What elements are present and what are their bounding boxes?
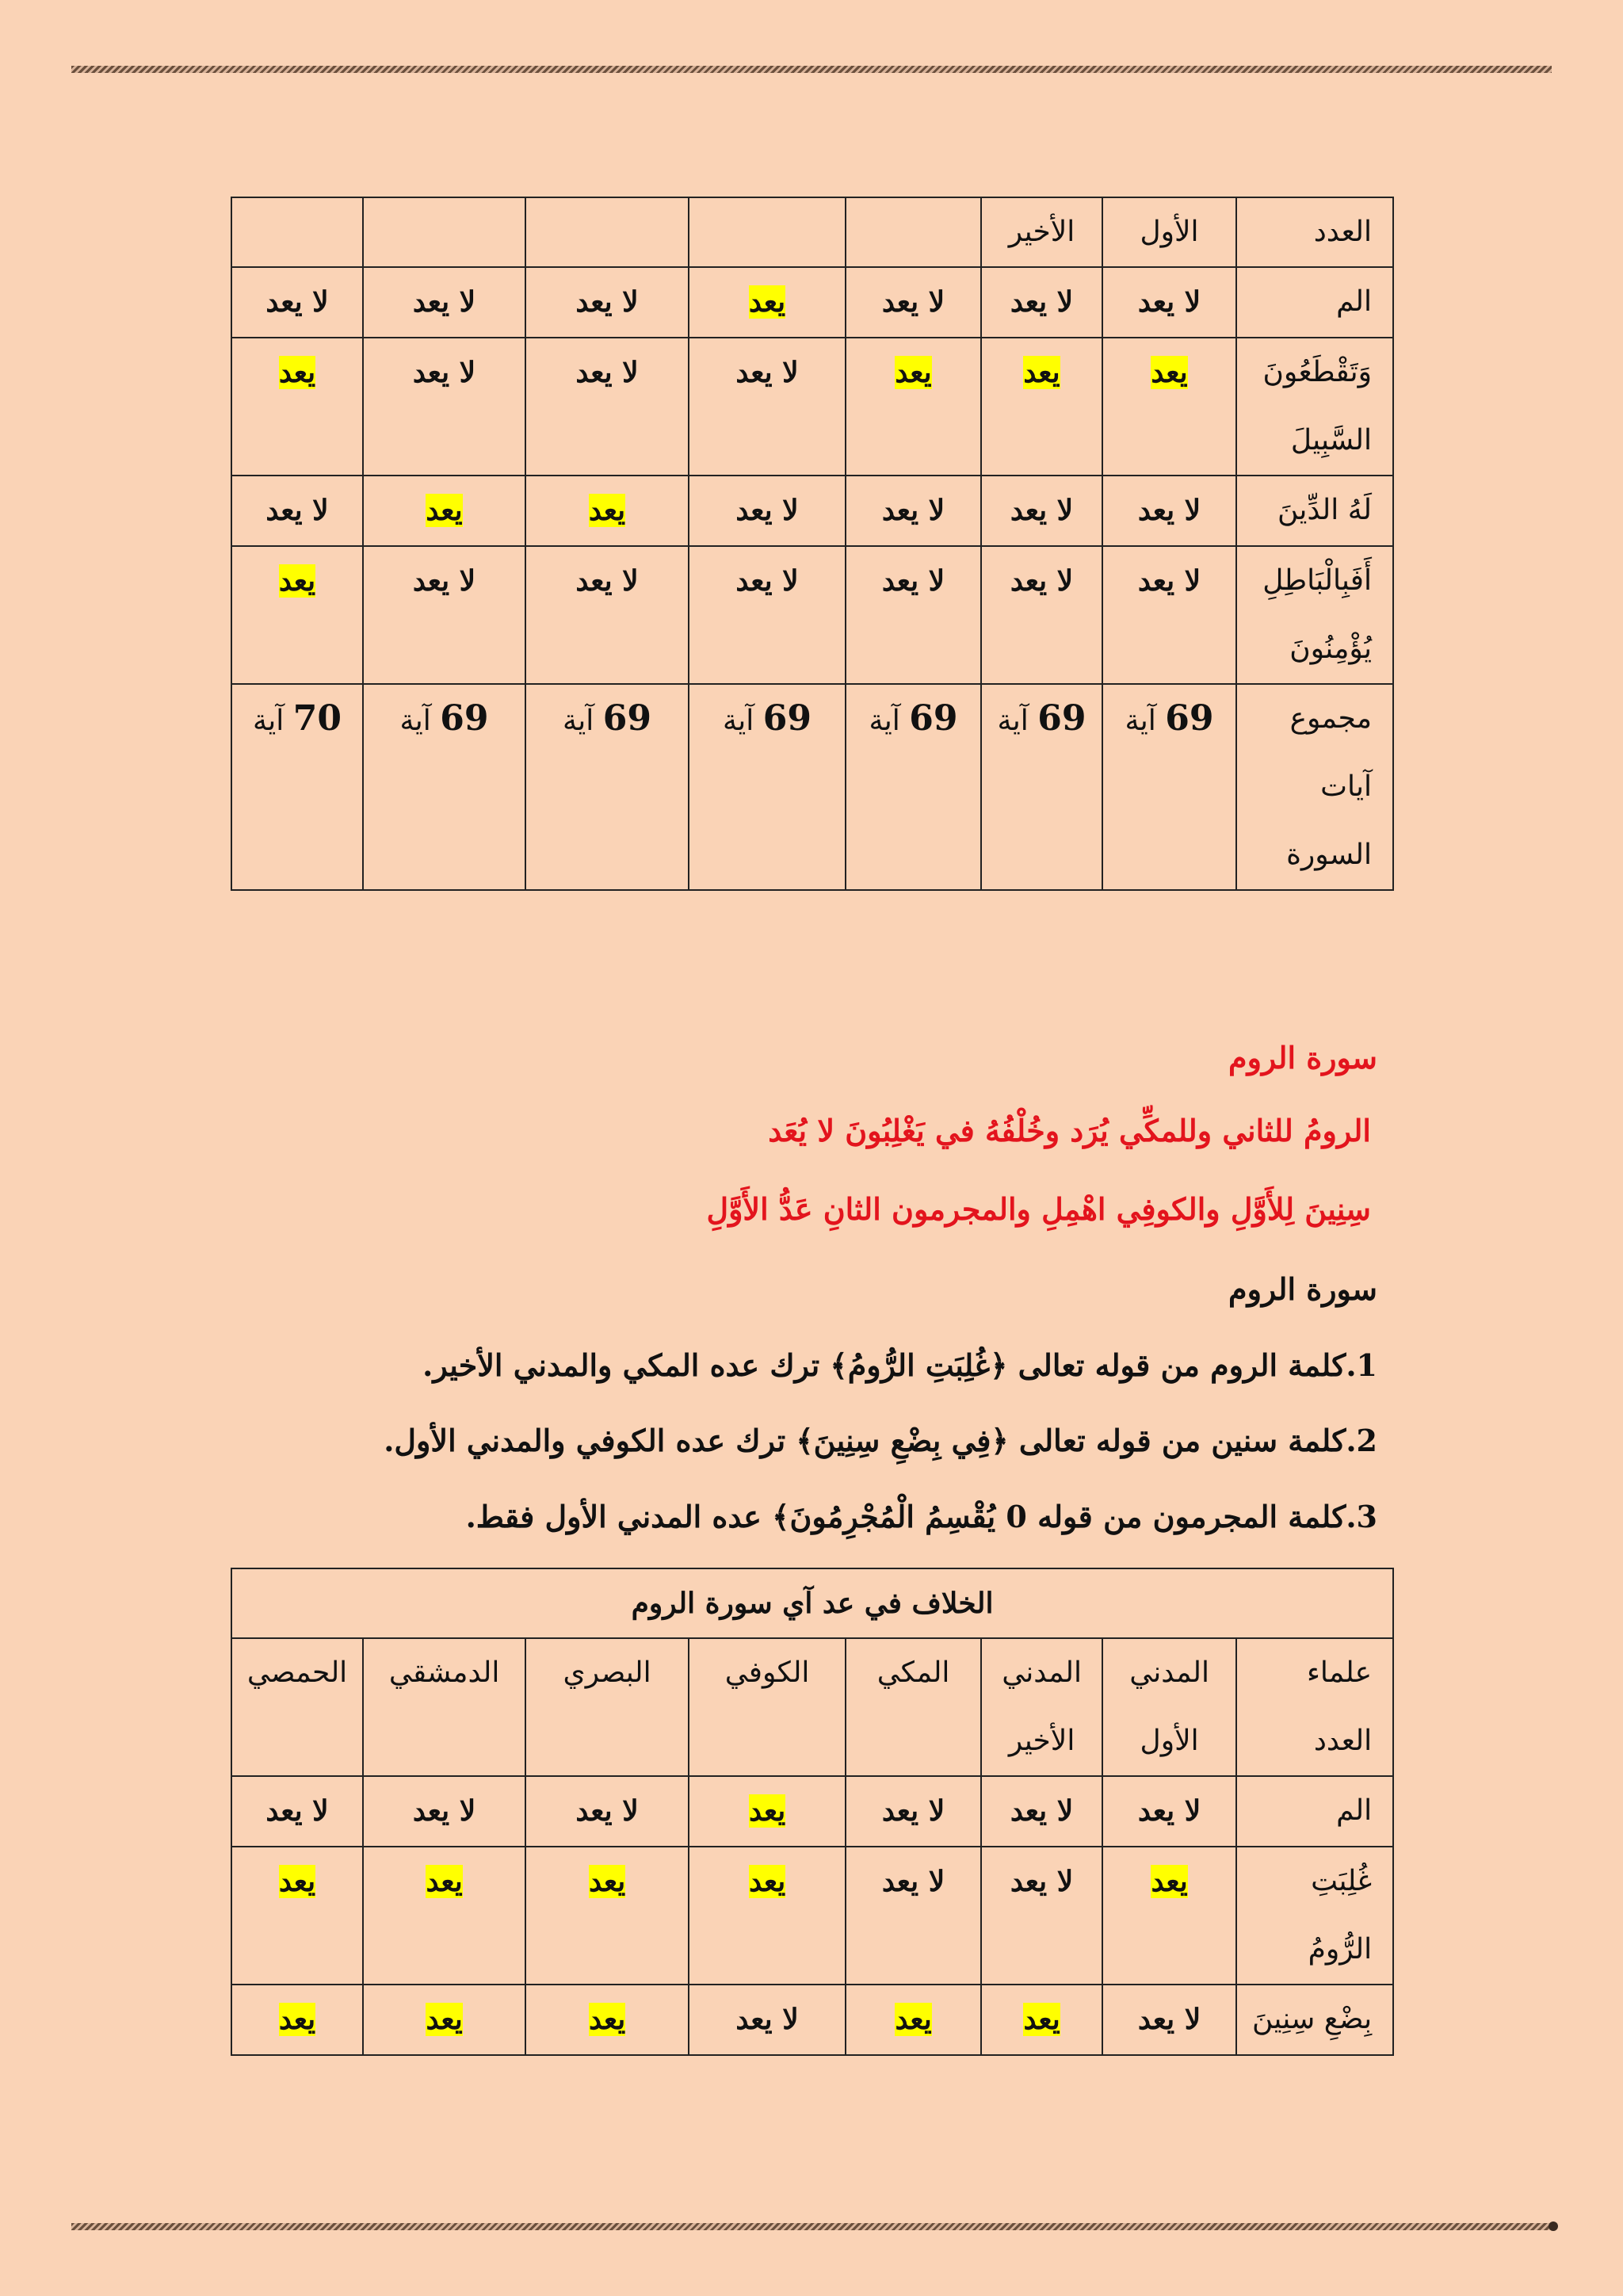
count-value: لا يعد — [881, 285, 945, 319]
count-cell — [363, 1985, 525, 2055]
count-table-ankabut — [231, 197, 1394, 891]
count-cell — [525, 1985, 689, 2055]
count-value-highlighted: يعد — [748, 1865, 786, 1898]
surah-title: سورة الروم — [1228, 1271, 1377, 1307]
count-value: لا يعد — [1010, 1794, 1074, 1828]
count-value: لا يعد — [1010, 285, 1074, 319]
count-value: لا يعد — [881, 1794, 945, 1828]
count-value: لا يعد — [1137, 1794, 1201, 1828]
table1-header-cell — [689, 197, 846, 267]
table1-header-cell — [231, 197, 363, 267]
count-cell — [689, 267, 846, 338]
count-value: لا يعد — [881, 1865, 945, 1898]
count-cell — [846, 1847, 981, 1985]
count-cell — [846, 338, 981, 476]
count-value-highlighted: يعد — [895, 356, 932, 389]
total-unit: آية — [562, 705, 594, 737]
count-cell — [981, 546, 1102, 684]
count-cell — [363, 267, 525, 338]
count-cell — [363, 476, 525, 546]
count-cell — [231, 338, 363, 476]
list-item-number: 3. — [1346, 1499, 1377, 1534]
total-cell — [689, 684, 846, 890]
list-item-text: كلمة المجرمون من قوله 0 يُقْسِمُ الْمُجْرِمُونَ﴾ عده المدني الأول فقط. — [465, 1499, 1346, 1534]
count-value: لا يعد — [881, 564, 945, 598]
count-value: لا يعد — [412, 356, 476, 389]
count-cell — [1102, 546, 1236, 684]
list-item — [384, 1423, 1377, 1458]
count-cell — [981, 1776, 1102, 1847]
table2-header-cell: الحمصي — [231, 1638, 363, 1776]
count-value-highlighted: يعد — [748, 285, 786, 319]
total-number: 69 — [1165, 698, 1214, 739]
count-cell — [981, 1985, 1102, 2055]
count-value: لا يعد — [575, 285, 639, 319]
count-cell — [231, 476, 363, 546]
table2-header-cell: الدمشقي — [363, 1638, 525, 1776]
table-row — [231, 267, 1393, 338]
count-cell — [231, 1985, 363, 2055]
count-cell — [363, 338, 525, 476]
table2-caption: الخلاف في عد آي سورة الروم — [231, 1568, 1393, 1638]
count-cell — [231, 267, 363, 338]
row-label: غُلِبَتِ الرُّومُ — [1236, 1847, 1393, 1985]
count-value-highlighted: يعد — [278, 564, 316, 598]
row-label: لَهُ الدِّينَ — [1236, 476, 1393, 546]
count-value: لا يعد — [575, 564, 639, 598]
table-row — [231, 1847, 1393, 1985]
count-cell — [525, 338, 689, 476]
count-cell — [1102, 1985, 1236, 2055]
table2-header-cell: المدني الأخير — [981, 1638, 1102, 1776]
total-cell — [1102, 684, 1236, 890]
table-row — [231, 1985, 1393, 2055]
total-cell — [981, 684, 1102, 890]
bottom-decorative-rule — [71, 2223, 1552, 2230]
count-value: لا يعد — [412, 1794, 476, 1828]
list-item-number: 2. — [1346, 1423, 1377, 1458]
count-value-highlighted: يعد — [278, 356, 316, 389]
count-cell — [846, 1776, 981, 1847]
count-value-highlighted: يعد — [1023, 2003, 1060, 2036]
poem-verse-1: الرومُ للثاني وللمكِّي يُرَد وخُلْفُهُ في يَغْلِبُونَ لا يُعَد — [768, 1113, 1371, 1148]
count-value: لا يعد — [265, 1794, 329, 1828]
count-value-highlighted: يعد — [1151, 1865, 1188, 1898]
count-value-highlighted: يعد — [1023, 356, 1060, 389]
total-unit: آية — [1125, 705, 1156, 737]
table1-header-cell: الأول — [1102, 197, 1236, 267]
count-value-highlighted: يعد — [1151, 356, 1188, 389]
total-number: 70 — [292, 698, 342, 739]
count-cell — [981, 1847, 1102, 1985]
count-value-highlighted: يعد — [895, 2003, 932, 2036]
totals-row — [231, 684, 1393, 890]
count-value-highlighted: يعد — [588, 1865, 626, 1898]
table2-header-cell: علماء العدد — [1236, 1638, 1393, 1776]
row-label: أَفَبِالْبَاطِلِ يُؤْمِنُونَ — [1236, 546, 1393, 684]
table-row — [231, 546, 1393, 684]
count-cell — [981, 267, 1102, 338]
table-row — [231, 338, 1393, 476]
total-cell — [525, 684, 689, 890]
total-cell — [846, 684, 981, 890]
count-table-rum — [231, 1568, 1394, 2056]
list-item — [422, 1347, 1377, 1383]
count-cell — [846, 267, 981, 338]
count-cell — [1102, 476, 1236, 546]
total-unit: آية — [252, 705, 285, 737]
table-row — [231, 476, 1393, 546]
total-unit: آية — [869, 705, 900, 737]
count-value: لا يعد — [575, 1794, 639, 1828]
total-number: 69 — [909, 698, 958, 739]
table1-header-cell — [525, 197, 689, 267]
count-value-highlighted: يعد — [588, 494, 626, 527]
poem-verse-2: سِنِينَ لِلأَوَّلِ والكوفِي اهْمِلِ والمجرمون الثانِ عَدُّ الأَوَّلِ — [706, 1191, 1371, 1227]
count-value: لا يعد — [1137, 494, 1201, 527]
count-cell — [981, 338, 1102, 476]
red-surah-title: سورة الروم — [1228, 1040, 1377, 1075]
top-decorative-rule — [71, 66, 1552, 73]
table1-header-cell — [846, 197, 981, 267]
list-item — [466, 1499, 1377, 1534]
count-cell — [363, 546, 525, 684]
count-value: لا يعد — [735, 2003, 799, 2036]
count-cell — [1102, 338, 1236, 476]
count-cell — [689, 476, 846, 546]
table1-header-cell: الأخير — [981, 197, 1102, 267]
count-value-highlighted: يعد — [588, 2003, 626, 2036]
count-cell — [231, 1847, 363, 1985]
count-value-highlighted: يعد — [426, 2003, 463, 2036]
count-cell — [1102, 267, 1236, 338]
count-value-highlighted: يعد — [426, 1865, 463, 1898]
total-unit: آية — [722, 705, 754, 737]
count-value: لا يعد — [575, 356, 639, 389]
count-value-highlighted: يعد — [278, 2003, 316, 2036]
count-value: لا يعد — [412, 564, 476, 598]
table2-header-cell: المدني الأول — [1102, 1638, 1236, 1776]
table1-header-cell — [363, 197, 525, 267]
count-cell — [1102, 1776, 1236, 1847]
table2-header-cell: الكوفي — [689, 1638, 846, 1776]
count-value-highlighted: يعد — [278, 1865, 316, 1898]
total-cell — [231, 684, 363, 890]
row-label: وَتَقْطَعُونَ السَّبِيلَ — [1236, 338, 1393, 476]
count-value: لا يعد — [265, 285, 329, 319]
count-value: لا يعد — [881, 494, 945, 527]
list-item-text: كلمة الروم من قوله تعالى ﴿غُلِبَتِ الرُّومُ﴾ ترك عده المكي والمدني الأخير. — [422, 1347, 1346, 1383]
count-cell — [846, 1985, 981, 2055]
count-value: لا يعد — [1010, 494, 1074, 527]
count-cell — [981, 476, 1102, 546]
count-cell — [689, 546, 846, 684]
count-cell — [525, 267, 689, 338]
count-value: لا يعد — [735, 564, 799, 598]
count-cell — [231, 1776, 363, 1847]
table2-header-cell: المكي — [846, 1638, 981, 1776]
count-value: لا يعد — [1137, 285, 1201, 319]
count-cell — [525, 1847, 689, 1985]
table1-header-cell: العدد — [1236, 197, 1393, 267]
count-cell — [363, 1847, 525, 1985]
row-label: الم — [1236, 267, 1393, 338]
count-cell — [1102, 1847, 1236, 1985]
count-value: لا يعد — [1137, 2003, 1201, 2036]
total-unit: آية — [997, 705, 1029, 737]
count-value: لا يعد — [265, 494, 329, 527]
count-value-highlighted: يعد — [748, 1794, 786, 1828]
row-label: الم — [1236, 1776, 1393, 1847]
count-value: لا يعد — [1010, 564, 1074, 598]
count-cell — [231, 546, 363, 684]
table1-header-row — [231, 197, 1393, 267]
total-number: 69 — [440, 698, 489, 739]
count-value: لا يعد — [412, 285, 476, 319]
count-value: لا يعد — [735, 356, 799, 389]
table-row — [231, 1776, 1393, 1847]
totals-label: مجموع آيات السورة — [1236, 684, 1393, 890]
count-cell — [846, 546, 981, 684]
list-item-number: 1. — [1346, 1347, 1377, 1383]
count-value: لا يعد — [735, 494, 799, 527]
count-cell — [525, 1776, 689, 1847]
count-cell — [525, 476, 689, 546]
total-unit: آية — [399, 705, 431, 737]
count-value: لا يعد — [1137, 564, 1201, 598]
count-cell — [846, 476, 981, 546]
count-cell — [525, 546, 689, 684]
table2-header-row — [231, 1638, 1393, 1776]
total-number: 69 — [602, 698, 651, 739]
total-number: 69 — [1037, 698, 1086, 739]
count-value: لا يعد — [1010, 1865, 1074, 1898]
count-cell — [689, 1985, 846, 2055]
table2-caption-row — [231, 1568, 1393, 1638]
row-label: بِضْعِ سِنِينَ — [1236, 1985, 1393, 2055]
total-number: 69 — [762, 698, 812, 739]
count-cell — [689, 1776, 846, 1847]
count-cell — [363, 1776, 525, 1847]
count-value-highlighted: يعد — [426, 494, 463, 527]
count-cell — [689, 338, 846, 476]
count-cell — [689, 1847, 846, 1985]
table2-header-cell: البصري — [525, 1638, 689, 1776]
list-item-text: كلمة سنين من قوله تعالى ﴿فِي بِضْعِ سِنِينَ﴾ ترك عده الكوفي والمدني الأول. — [384, 1423, 1346, 1458]
total-cell — [363, 684, 525, 890]
